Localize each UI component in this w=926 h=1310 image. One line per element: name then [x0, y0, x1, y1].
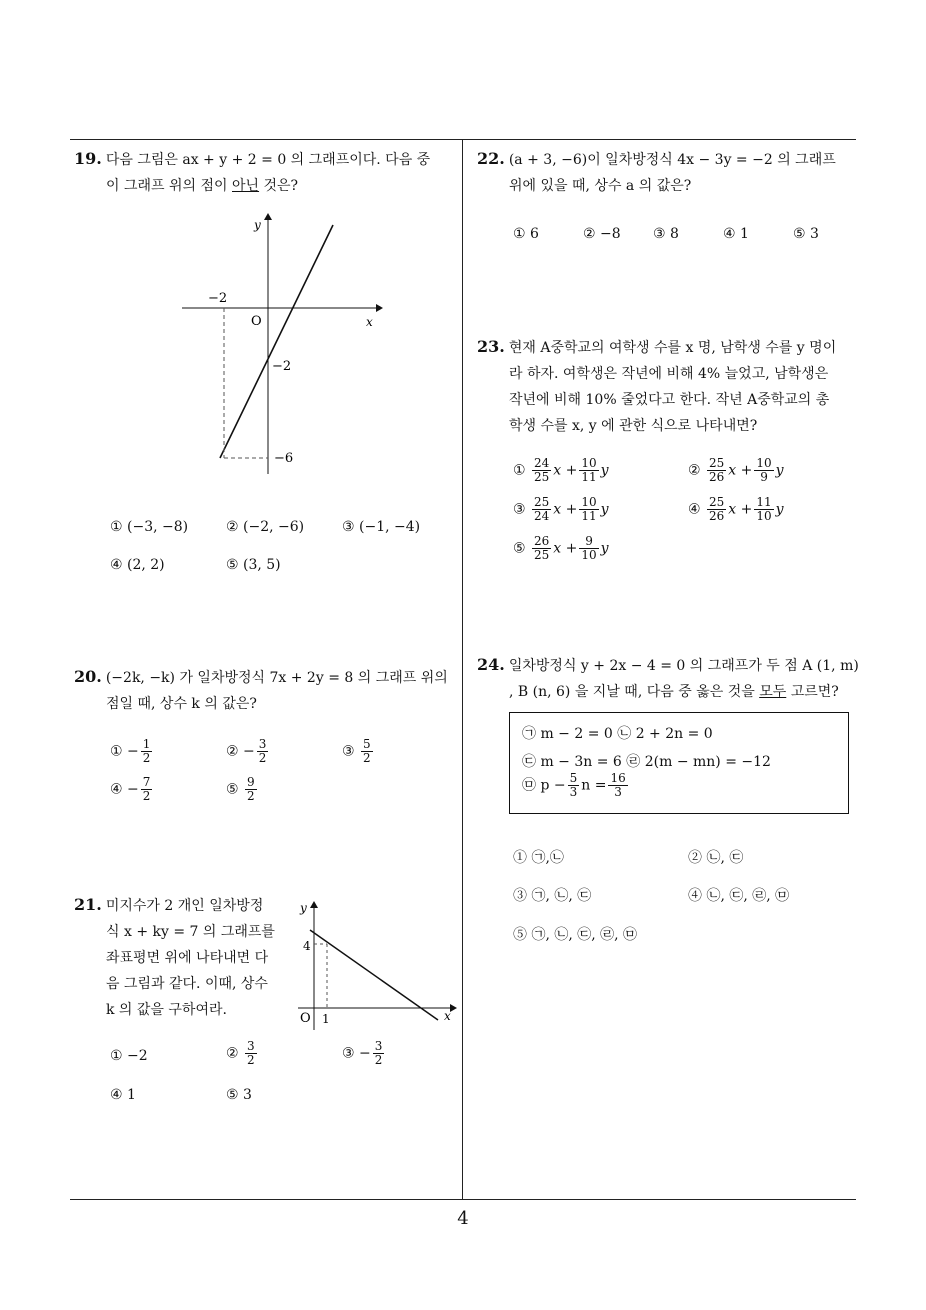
x-term: x + [553, 540, 578, 557]
denominator: 10 [581, 548, 597, 562]
question-text: 작년에 비해 10% 줄었다고 한다. 작년 A중학교의 총 [509, 392, 830, 408]
q19-graph [178, 212, 383, 477]
denominator: 9 [760, 470, 768, 484]
fraction [141, 776, 153, 803]
option-sign: − [243, 743, 255, 760]
numerator: 3 [247, 1039, 255, 1053]
numerator: 25 [709, 495, 725, 509]
option-2[interactable] [688, 457, 784, 484]
x-term: x + [728, 501, 753, 518]
numerator: 1 [142, 737, 151, 751]
option-2[interactable]: ② (−2, −6) [226, 519, 305, 535]
y-tick-label: −2 [272, 359, 292, 374]
option-mark: ① [513, 462, 526, 479]
option-mark: ⑤ [513, 540, 526, 557]
fraction [754, 496, 773, 523]
origin-label: O [300, 1011, 311, 1026]
box-text: n = [581, 777, 607, 794]
question-24 [477, 652, 877, 705]
denominator: 2 [142, 789, 151, 803]
fraction [568, 772, 580, 799]
x-term: x + [553, 501, 578, 518]
question-text: 것은? [259, 178, 299, 194]
denominator: 3 [569, 785, 578, 799]
y-term: y [775, 462, 784, 479]
option-3[interactable] [513, 496, 609, 523]
denominator: 2 [258, 751, 267, 765]
numerator: 3 [258, 737, 267, 751]
y-tick-label: 4 [303, 939, 311, 953]
option-5[interactable] [226, 1087, 252, 1103]
denominator: 26 [709, 509, 725, 523]
option-3[interactable] [342, 738, 375, 765]
option-mark: ② [226, 1045, 239, 1062]
fraction [579, 535, 598, 562]
denominator: 2 [247, 1053, 255, 1067]
fraction [245, 1040, 257, 1067]
question-text: (a + 3, −6)이 일차방정식 4x − 3y = −2 의 그래프 [508, 152, 836, 168]
fraction [579, 496, 598, 523]
option-3[interactable]: ③ ㉠, ㉡, ㉢ [513, 888, 592, 904]
denominator: 25 [534, 548, 550, 562]
numerator: 10 [581, 456, 597, 470]
option-3[interactable] [342, 1040, 386, 1067]
denominator: 3 [614, 785, 622, 799]
option-5[interactable]: ⑤ 3 [793, 226, 819, 242]
question-text: 미지수가 2 개인 일차방정 [105, 898, 264, 914]
option-4[interactable] [110, 1087, 136, 1103]
numerator: 5 [363, 737, 371, 751]
option-mark: ② [688, 462, 701, 479]
numerator: 26 [534, 534, 550, 548]
emphasis-text: 아닌 [232, 178, 260, 194]
question-text: 식 x + ky = 7 의 그래프를 [106, 924, 275, 940]
option-mark: ③ [342, 743, 355, 760]
question-text: 위에 있을 때, 상수 a 의 값은? [509, 178, 692, 194]
option-value: −2 [127, 1048, 148, 1064]
option-4[interactable] [688, 496, 784, 523]
question-21 [74, 892, 299, 1023]
question-text: 학생 수를 x, y 에 관한 식으로 나타내면? [509, 418, 758, 434]
denominator: 2 [142, 751, 151, 765]
top-rule [70, 139, 856, 140]
q21-graph [296, 898, 458, 1032]
x-tick-label: 1 [322, 1012, 330, 1026]
fraction [141, 738, 153, 765]
numerator: 9 [579, 535, 598, 549]
option-2[interactable]: ② ㉡, ㉢ [688, 850, 744, 866]
question-23 [477, 334, 862, 439]
fraction [579, 457, 598, 484]
option-1[interactable]: ① ㉠,㉡ [513, 850, 564, 866]
fraction [754, 457, 773, 484]
option-3[interactable]: ③ (−1, −4) [342, 519, 421, 535]
numerator: 25 [709, 456, 725, 470]
option-mark: ③ [513, 501, 526, 518]
y-axis-label: y [300, 901, 307, 915]
numerator: 9 [247, 775, 255, 789]
question-text: 고르면? [786, 684, 839, 700]
question-number: 19. [74, 149, 102, 168]
question-number: 23. [477, 337, 505, 356]
option-mark: ⑤ [226, 781, 239, 798]
fraction [361, 738, 373, 765]
question-20 [74, 664, 459, 717]
condition-box [509, 712, 849, 814]
denominator: 2 [363, 751, 371, 765]
option-4[interactable]: ④ (2, 2) [110, 557, 165, 573]
option-2[interactable] [226, 738, 270, 765]
numerator: 24 [534, 456, 550, 470]
option-5[interactable]: ⑤ ㉠, ㉡, ㉢, ㉣, ㉤ [513, 927, 638, 943]
option-1[interactable] [110, 738, 154, 765]
denominator: 24 [534, 509, 550, 523]
option-mark: ⑤ [226, 1087, 239, 1103]
fraction [608, 772, 627, 799]
fraction [532, 496, 551, 523]
question-22 [477, 146, 862, 199]
y-term: y [600, 540, 609, 557]
denominator: 2 [374, 1053, 383, 1067]
y-term: y [775, 501, 784, 518]
fraction [707, 457, 726, 484]
denominator: 25 [534, 470, 550, 484]
option-5[interactable] [513, 535, 609, 562]
question-number: 22. [477, 149, 505, 168]
numerator: 25 [534, 495, 550, 509]
denominator: 10 [756, 509, 772, 523]
question-number: 21. [74, 895, 102, 914]
x-term: x + [553, 462, 578, 479]
option-2[interactable]: ② −8 [583, 226, 621, 242]
x-tick-label: −2 [208, 291, 228, 306]
denominator: 11 [581, 470, 597, 484]
fraction [245, 776, 257, 803]
fraction [532, 457, 551, 484]
question-text: 라 하자. 여학생은 작년에 비해 4% 늘었고, 남학생은 [509, 366, 829, 382]
question-text: (−2k, −k) 가 일차방정식 7x + 2y = 8 의 그래프 위의 [105, 670, 448, 686]
numerator: 10 [581, 495, 597, 509]
question-text: 점일 때, 상수 k 의 값은? [106, 696, 257, 712]
option-value: 1 [127, 1087, 136, 1103]
page-number: 4 [457, 1208, 469, 1229]
question-text: 다음 그림은 ax + y + 2 = 0 의 그래프이다. 다음 중 [105, 152, 431, 168]
box-line: ㉠ m − 2 = 0 ㉡ 2 + 2n = 0 [522, 726, 713, 742]
question-text: 현재 A중학교의 여학생 수를 x 명, 남학생 수를 y 명이 [508, 340, 837, 356]
option-mark: ① [110, 743, 123, 760]
question-text: 음 그림과 같다. 이때, 상수 [106, 976, 268, 992]
option-mark: ① [110, 1048, 123, 1064]
option-sign: − [127, 781, 139, 798]
column-divider [462, 139, 463, 1200]
question-text: 이 그래프 위의 점이 [106, 178, 232, 194]
question-number: 20. [74, 667, 102, 686]
x-axis-label: x [444, 1009, 451, 1023]
question-text: , B (n, 6) 을 지날 때, 다음 중 옳은 것을 [509, 684, 760, 700]
option-1[interactable]: ① 6 [513, 226, 539, 242]
box-line [522, 772, 630, 799]
numerator: 5 [569, 771, 578, 785]
option-3[interactable]: ③ 8 [653, 226, 679, 242]
fraction [257, 738, 269, 765]
bottom-rule [70, 1199, 856, 1200]
option-5[interactable]: ⑤ (3, 5) [226, 557, 281, 573]
x-term: x + [728, 462, 753, 479]
question-text: k 의 값을 구하여라. [106, 1002, 227, 1018]
option-4[interactable]: ④ ㉡, ㉢, ㉣, ㉤ [688, 888, 790, 904]
y-term: y [600, 462, 609, 479]
fraction [532, 535, 551, 562]
y-axis-label: y [254, 218, 261, 232]
numerator: 16 [610, 771, 626, 785]
option-value: 3 [243, 1087, 252, 1103]
fraction [707, 496, 726, 523]
option-sign: − [127, 743, 139, 760]
numerator: 11 [756, 495, 772, 509]
option-mark: ② [226, 743, 239, 760]
y-term: y [600, 501, 609, 518]
option-mark: ③ [342, 1045, 355, 1062]
box-line: ㉢ m − 3n = 6 ㉣ 2(m − mn) = −12 [522, 754, 771, 770]
option-5[interactable] [226, 776, 259, 803]
option-mark: ④ [110, 1087, 123, 1103]
option-2[interactable] [226, 1040, 259, 1067]
option-1[interactable]: ① (−3, −8) [110, 519, 189, 535]
numerator: 3 [374, 1039, 383, 1053]
y-tick-label: −6 [274, 451, 294, 466]
option-4[interactable]: ④ 1 [723, 226, 749, 242]
emphasis-text: 모두 [759, 684, 787, 700]
x-axis-label: x [366, 315, 373, 329]
question-number: 24. [477, 655, 505, 674]
option-sign: − [359, 1045, 371, 1062]
numerator: 7 [142, 775, 151, 789]
question-19 [74, 146, 459, 199]
numerator: 10 [756, 456, 772, 470]
option-1[interactable] [513, 457, 609, 484]
denominator: 11 [581, 509, 597, 523]
option-1[interactable] [110, 1048, 148, 1064]
denominator: 26 [709, 470, 725, 484]
box-text: ㉤ p − [522, 777, 566, 794]
option-mark: ④ [688, 501, 701, 518]
denominator: 2 [247, 789, 255, 803]
option-4[interactable] [110, 776, 154, 803]
question-text: 좌표평면 위에 나타내면 다 [106, 950, 269, 966]
question-text: 일차방정식 y + 2x − 4 = 0 의 그래프가 두 점 A (1, m) [508, 658, 859, 674]
fraction [373, 1040, 385, 1067]
origin-label: O [251, 314, 262, 329]
option-mark: ④ [110, 781, 123, 798]
